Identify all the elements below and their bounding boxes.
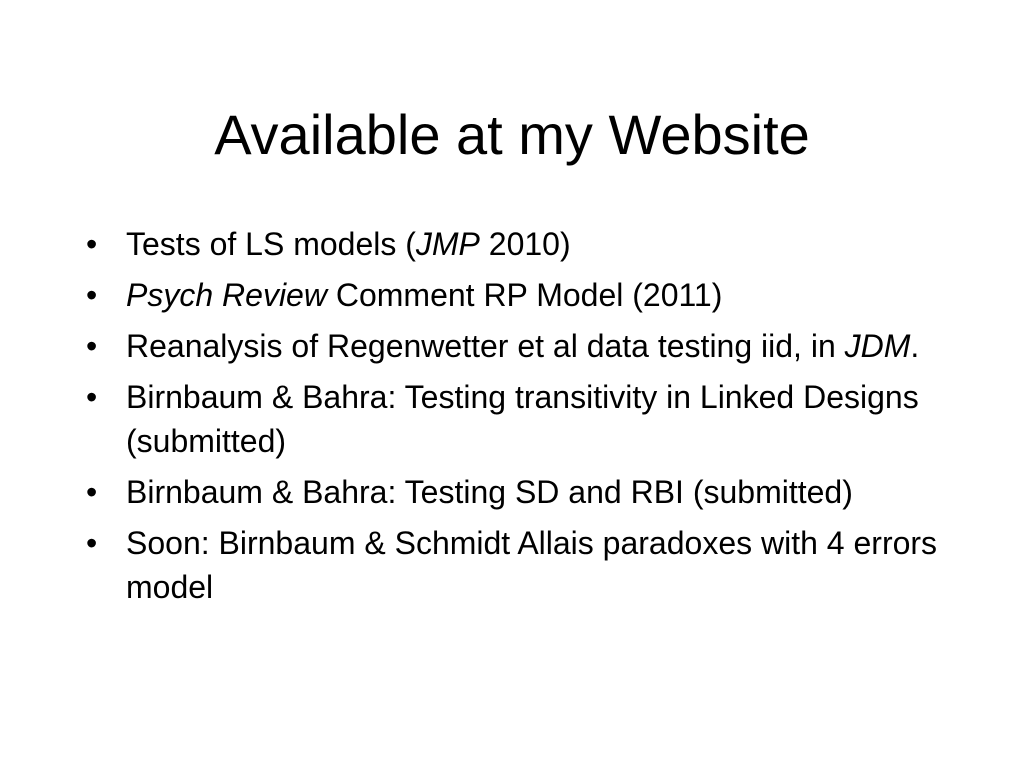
journal-name: JDM <box>844 328 911 364</box>
bullet-text-part: . <box>910 328 920 364</box>
bullet-text-part: Reanalysis of Regenwetter et al data testing iid, in <box>126 328 845 364</box>
bullet-item-transitivity <box>86 375 946 463</box>
slide-title: Available at my Website <box>214 103 810 166</box>
journal-name: JMP <box>415 226 480 262</box>
bullet-text: Soon: Birnbaum & Schmidt Allais paradoxes with 4 errors model <box>126 525 938 605</box>
bullet-item-psych-review <box>86 273 946 317</box>
bullet-item-sd-rbi <box>86 470 946 514</box>
bullet-list <box>86 222 946 616</box>
bullet-icon: • <box>86 379 98 415</box>
bullet-icon: • <box>86 277 98 313</box>
bullet-text: Birnbaum & Bahra: Testing SD and RBI (submitted) <box>126 474 853 510</box>
journal-name: Psych Review <box>126 277 327 313</box>
bullet-icon: • <box>86 328 98 364</box>
bullet-item-allais <box>86 521 946 609</box>
bullet-text-part: Tests of LS models ( <box>126 226 416 262</box>
bullet-icon: • <box>86 474 98 510</box>
bullet-text-part: Comment RP Model (2011) <box>326 277 723 313</box>
bullet-text-part: 2010) <box>479 226 571 262</box>
bullet-text: Birnbaum & Bahra: Testing transitivity in Linked Designs (submitted) <box>126 379 919 459</box>
bullet-item-reanalysis <box>86 324 946 368</box>
bullet-item-ls-models <box>86 222 946 266</box>
bullet-icon: • <box>86 525 98 561</box>
bullet-icon: • <box>86 226 98 262</box>
